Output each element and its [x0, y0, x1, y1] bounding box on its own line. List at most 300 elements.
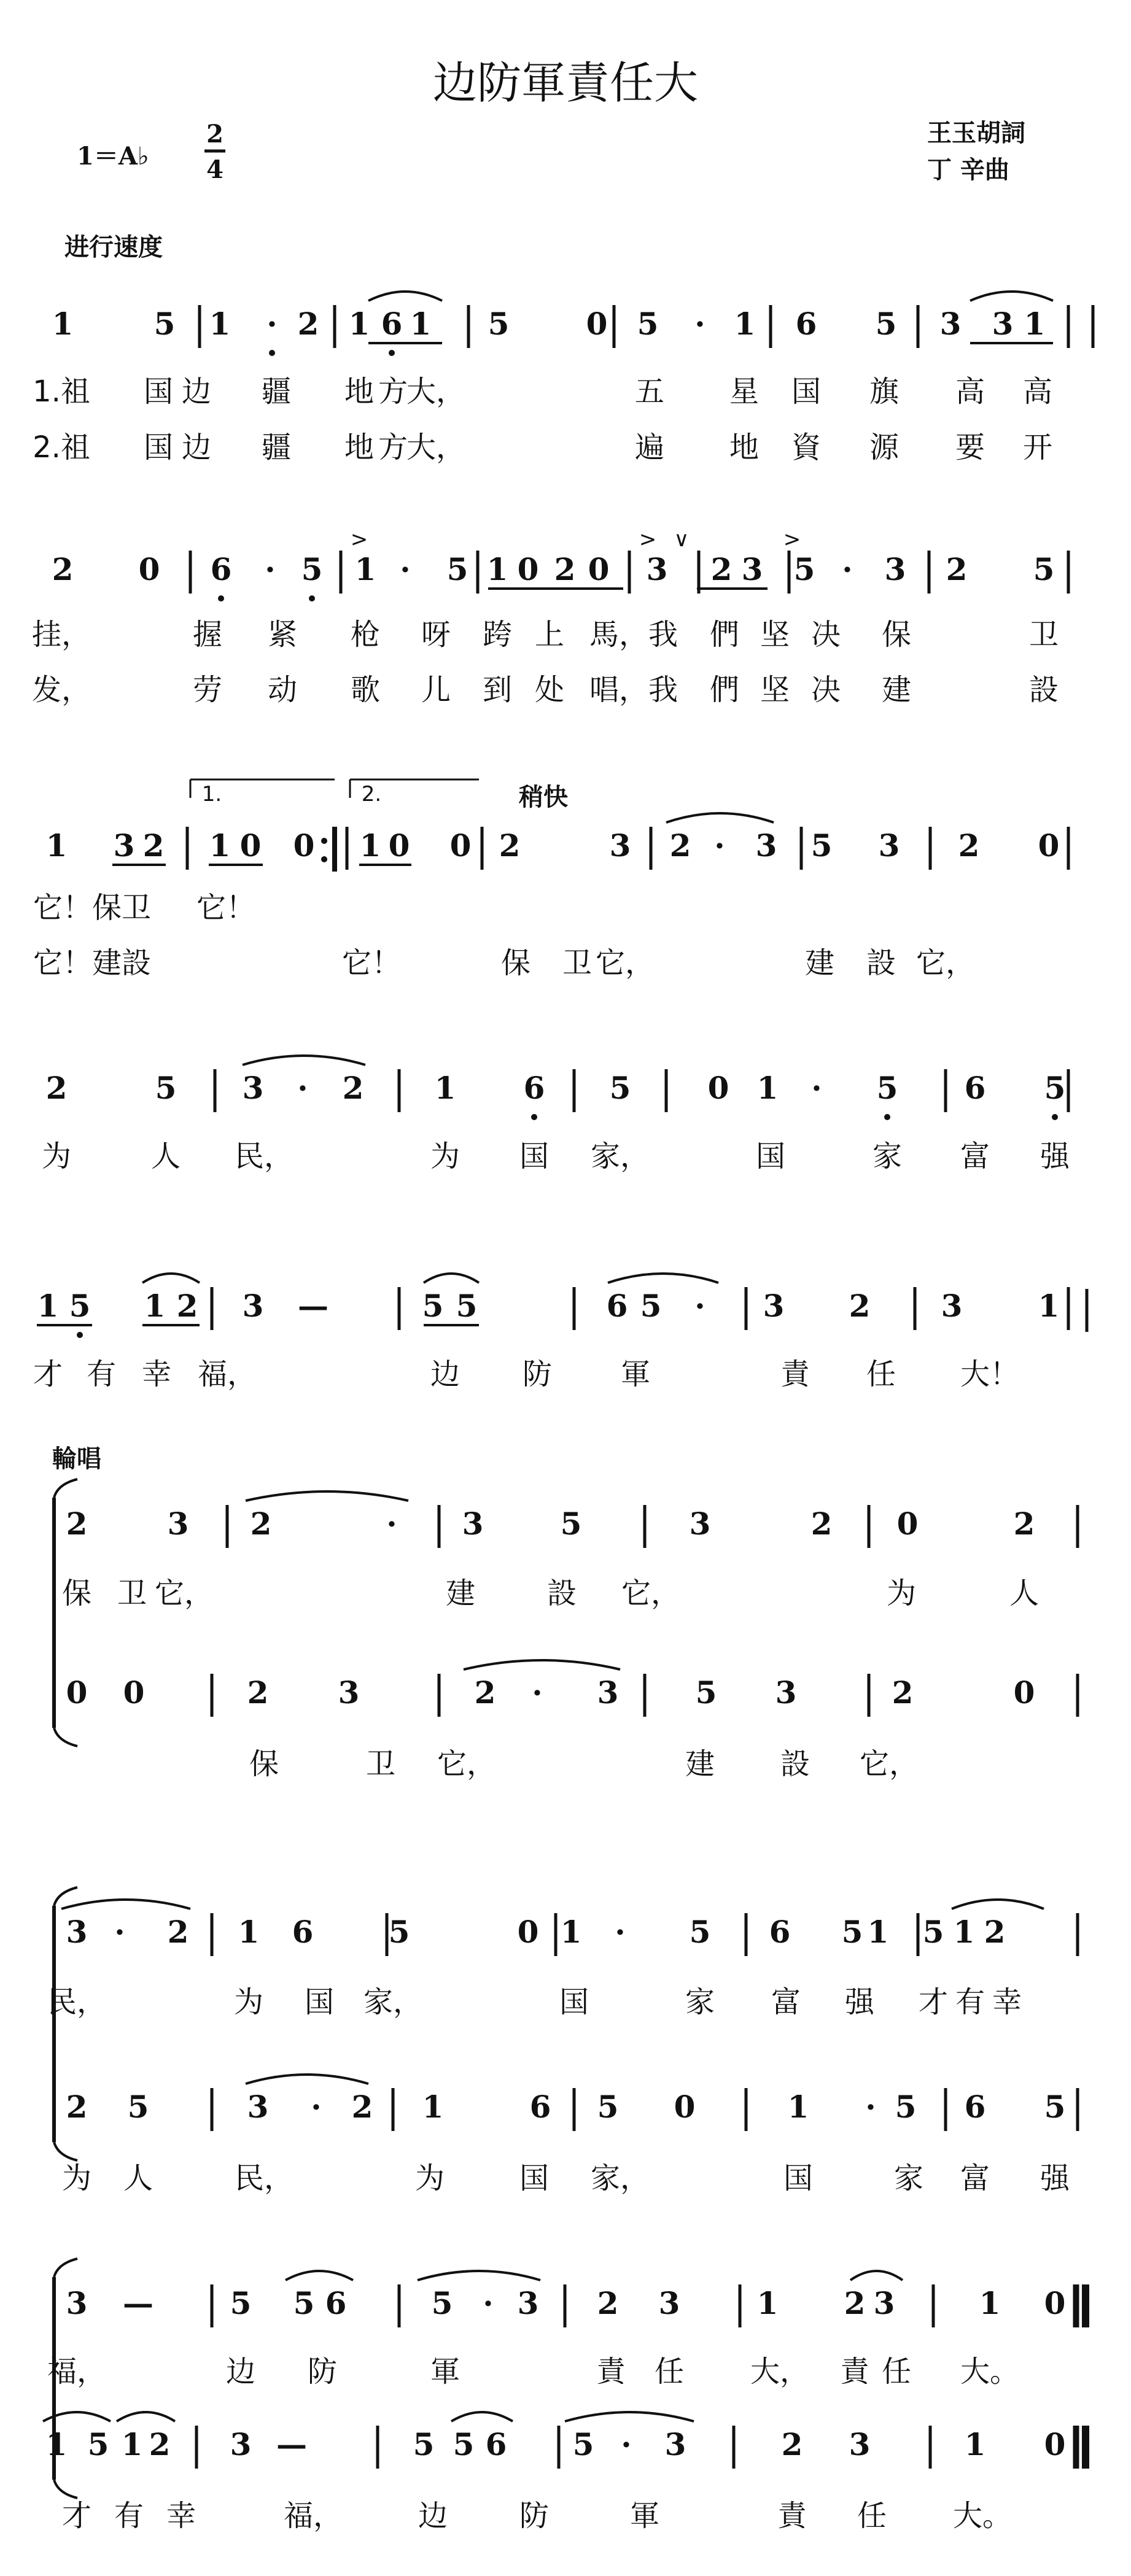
lyric-word: 軍 — [430, 2354, 461, 2389]
note: 1 — [359, 827, 381, 864]
note: 3 — [884, 551, 906, 587]
slur — [850, 2271, 903, 2280]
lyric-word: 們 — [709, 673, 740, 707]
note: 1 — [486, 551, 508, 587]
dot-extension: · — [615, 1914, 626, 1950]
note: 5 — [446, 551, 468, 587]
note: 1 — [560, 1914, 582, 1950]
slur — [424, 1274, 479, 1283]
lyric-word: 防 — [519, 2499, 550, 2533]
slur — [666, 813, 774, 822]
notes-line — [52, 551, 1055, 587]
lyric-word: 軍 — [620, 1357, 651, 1391]
lyric-word: 才 — [918, 1985, 949, 2019]
notes-line — [37, 1288, 1060, 1324]
note: 2 — [810, 1506, 833, 1542]
tempo-change-marking: 稍快 — [519, 783, 568, 811]
note: 2 — [499, 827, 521, 864]
note: 3 — [609, 827, 631, 864]
dot-extension: · — [532, 1674, 543, 1711]
lyric-word: 国 — [143, 430, 174, 465]
note: 1 — [45, 827, 68, 864]
lyric-word: 任 — [654, 2354, 685, 2389]
note: 5 — [1044, 1070, 1066, 1106]
lyric-word: 建 — [881, 673, 912, 707]
note: 5 — [793, 551, 815, 587]
note: 2 — [66, 2089, 88, 2125]
note: 5 — [293, 2285, 315, 2321]
note: 3 — [992, 306, 1014, 342]
note: 5 — [456, 1288, 478, 1324]
lyric-word: 設 — [780, 1747, 810, 1781]
round-part-2 — [62, 2075, 1078, 2195]
accent-mark: > — [783, 527, 801, 552]
note: 3 — [242, 1070, 264, 1106]
lyric-word: 边 — [181, 374, 212, 409]
note: 0 — [586, 306, 608, 342]
lyric-word: 家， — [590, 2161, 650, 2195]
lyric-word: 幸 — [992, 1985, 1022, 2019]
second-ending-label: 2. — [361, 782, 382, 806]
lyric-word: 为 — [414, 2161, 445, 2195]
lyrics-verse-2 — [33, 946, 975, 980]
round-system-3 — [43, 2259, 1086, 2533]
note: 1 — [121, 2426, 143, 2462]
octave-dot — [531, 1114, 537, 1120]
lyrics-verse-1 — [33, 374, 1052, 409]
note: 3 — [113, 827, 135, 864]
bracket-hook — [54, 2142, 77, 2160]
score-body — [32, 292, 1093, 2533]
lyricist-credit: 王玉胡詞 — [927, 119, 1025, 147]
dot-extension: · — [811, 1070, 822, 1106]
composer-credit: 丁 辛曲 — [927, 156, 1009, 184]
note: 2 — [176, 1288, 198, 1324]
lyric-word: 它， — [915, 946, 976, 980]
dot-extension: · — [266, 306, 278, 342]
lyric-word: 儿 — [421, 673, 451, 707]
dot-extension: · — [694, 306, 705, 342]
lyric-word: 上 — [534, 617, 565, 652]
lyric-word: 人 — [1009, 1576, 1040, 1611]
lyric-word: 握 — [192, 617, 223, 652]
note: 1 — [144, 1288, 166, 1324]
note: 2 — [781, 2426, 803, 2462]
note: 3 — [646, 551, 668, 587]
lyric-word: 福， — [283, 2499, 343, 2533]
note: 0 — [449, 827, 472, 864]
lyric-word: 責 — [777, 2499, 807, 2533]
octave-dot — [309, 595, 315, 601]
note: 3 — [873, 2285, 895, 2321]
dot-extension: · — [114, 1914, 125, 1950]
slur — [608, 1274, 718, 1283]
note: 2 — [946, 551, 968, 587]
note: 2 — [66, 1506, 88, 1542]
octave-dot — [218, 595, 224, 601]
octave-dot — [77, 1332, 83, 1338]
lyric-word: 任 — [857, 2499, 887, 2533]
octave-dot — [321, 856, 327, 862]
lyric-word: 坚 — [760, 673, 790, 707]
note: 5 — [488, 306, 510, 342]
lyric-word: 保 — [881, 617, 912, 652]
bracket-hook — [54, 2259, 77, 2277]
note: 0 — [896, 1506, 919, 1542]
lyric-word: 大， — [750, 2354, 810, 2389]
lyric-word: 国 — [559, 1985, 589, 2019]
lyric-word: 决 — [810, 617, 841, 652]
note: 3 — [658, 2285, 680, 2321]
music-system-5 — [33, 1274, 1068, 1391]
lyric-word: 民， — [47, 1985, 107, 2019]
dot-extension: · — [865, 2089, 876, 2125]
round-part-2 — [43, 2412, 1078, 2533]
note: 5 — [230, 2285, 252, 2321]
lyric-word: 边 — [181, 430, 212, 465]
lyric-word: 家 — [872, 1139, 903, 1174]
round-part-1 — [47, 1900, 1078, 2019]
lyric-word: 卫 — [365, 1747, 396, 1781]
note: 2 — [167, 1914, 189, 1950]
lyric-word: 福， — [47, 2354, 107, 2389]
note: 5 — [453, 2426, 475, 2462]
lyric-word: 发， — [31, 673, 91, 707]
note: 1 — [348, 306, 370, 342]
lyric-word: 为 — [41, 1139, 72, 1174]
slur — [952, 1900, 1044, 1909]
note: 5 — [1044, 2089, 1066, 2125]
note: 2 — [342, 1070, 364, 1106]
lyric-word: 人 — [123, 2161, 154, 2195]
note: 3 — [689, 1506, 711, 1542]
lyric-word: 为 — [61, 2161, 92, 2195]
note: 1 — [979, 2285, 1001, 2321]
octave-dot — [389, 350, 395, 356]
lyric-word: 有 — [955, 1985, 985, 2019]
note: 3 — [242, 1288, 264, 1324]
lyric-word: 資 — [791, 430, 822, 465]
lyric-word: 它， — [437, 1747, 497, 1781]
note: 2 — [710, 551, 733, 587]
note: 6 — [964, 2089, 986, 2125]
lyric-word: 它！保卫 — [33, 891, 152, 925]
round-part-1 — [62, 1491, 1078, 1611]
note: 3 — [664, 2426, 686, 2462]
note: 5 — [155, 1070, 177, 1106]
dot-extension: · — [621, 2426, 632, 2462]
lyric-word: 紧 — [267, 617, 298, 652]
lyric-word: 卫 — [1028, 617, 1059, 652]
lyric-word: 边 — [418, 2499, 448, 2533]
lyric-word: 任 — [881, 2354, 912, 2389]
lyric-word: 歌 — [350, 673, 381, 707]
note: 5 — [422, 1288, 444, 1324]
round-system-1 — [54, 1479, 1078, 1781]
lyric-word: 責 — [780, 1357, 810, 1391]
lyric-word: 防 — [307, 2354, 338, 2389]
note: 6 — [210, 551, 232, 587]
lyric-word: 它， — [859, 1747, 919, 1781]
slur — [418, 2271, 540, 2280]
sheet-header — [64, 57, 1025, 261]
lyric-word: 开 — [1022, 430, 1053, 465]
lyric-word: 它， — [621, 1576, 681, 1611]
lyric-word: 要 — [955, 430, 985, 465]
note: 2 — [844, 2285, 866, 2321]
note: 0 — [66, 1674, 88, 1711]
note: 2 — [669, 827, 691, 864]
lyric-word: 国 — [304, 1985, 335, 2019]
note: 3 — [462, 1506, 484, 1542]
slur — [246, 1491, 408, 1501]
note: 0 — [517, 551, 539, 587]
lyric-word: 2.祖 — [33, 430, 90, 465]
slur — [565, 2412, 694, 2421]
lyric-word: 决 — [810, 673, 841, 707]
note: 2 — [1013, 1506, 1035, 1542]
lyric-word: 坚 — [760, 617, 790, 652]
lyric-word: 边 — [225, 2354, 256, 2389]
lyric-word: 劳 — [192, 673, 223, 707]
note: 1 — [209, 827, 231, 864]
note: 2 — [250, 1506, 272, 1542]
note: 6 — [325, 2285, 347, 2321]
lyric-word: 地 — [344, 430, 375, 465]
lyric-word: 家 — [893, 2161, 924, 2195]
octave-dot — [1052, 1114, 1058, 1120]
note: 5 — [1033, 551, 1055, 587]
slur — [368, 292, 442, 301]
lyric-word: 設 — [866, 946, 896, 980]
note: 1 — [756, 1070, 779, 1106]
lyric-word: 幸 — [141, 1357, 172, 1391]
dash-extension: — — [298, 1288, 328, 1324]
dot-extension: · — [386, 1506, 397, 1542]
lyric-word: 疆 — [261, 430, 292, 465]
lyric-word: 馬， — [589, 617, 649, 652]
note: 3 — [755, 827, 777, 864]
lyric-word: 建 — [685, 1747, 715, 1781]
lyrics-verse-1 — [33, 891, 255, 925]
note: 2 — [597, 2285, 619, 2321]
lyric-word: 星 — [729, 374, 760, 409]
repeat-and-ending-marks — [52, 527, 1087, 1473]
lyric-word: 方 — [378, 430, 408, 465]
lyric-word: 才 — [33, 1357, 63, 1391]
bracket-hook — [54, 1479, 77, 1498]
note: 5 — [127, 2089, 149, 2125]
lyric-word: 呀 — [421, 617, 451, 652]
dot-extension: · — [400, 551, 411, 587]
note: 6 — [529, 2089, 551, 2125]
note: 1 — [209, 306, 231, 342]
lyric-word: 富 — [960, 2161, 990, 2195]
lyric-word: 才 — [61, 2499, 92, 2533]
note: 1 — [756, 2285, 779, 2321]
lyric-word: 疆 — [261, 374, 292, 409]
dash-extension: — — [276, 2426, 307, 2462]
lyric-word: 設 — [546, 1576, 577, 1611]
note: 5 — [640, 1288, 662, 1324]
dot-extension: · — [311, 2089, 322, 2125]
slur — [286, 2271, 353, 2280]
note: 5 — [87, 2426, 109, 2462]
lyric-word: 家 — [685, 1985, 715, 2019]
dash-extension: — — [123, 2285, 154, 2321]
lyric-word: 为 — [233, 1985, 264, 2019]
song-title: 边防軍責任大 — [432, 57, 699, 109]
note: 5 — [922, 1914, 944, 1950]
lyric-word: 們 — [709, 617, 740, 652]
slur — [243, 1056, 365, 1065]
dot-extension: · — [265, 551, 276, 587]
note: 2 — [149, 2426, 171, 2462]
lyric-word: 軍 — [629, 2499, 660, 2533]
lyric-word: 責 — [596, 2354, 626, 2389]
note: 0 — [1044, 2285, 1066, 2321]
note: 2 — [958, 827, 980, 864]
note: 0 — [1044, 2426, 1066, 2462]
note: 5 — [69, 1288, 91, 1324]
lyric-word: 边 — [430, 1357, 461, 1391]
lyrics-verse-2 — [32, 673, 1059, 707]
note: 0 — [1038, 827, 1060, 864]
bracket-hook — [54, 1728, 77, 1746]
note: 1 — [434, 1070, 456, 1106]
note: 2 — [45, 1070, 68, 1106]
slur — [61, 1900, 190, 1909]
note: 5 — [895, 2089, 917, 2125]
note: 5 — [637, 306, 659, 342]
lyric-word: 国 — [143, 374, 174, 409]
lyric-word: 国 — [519, 2161, 550, 2195]
note: 5 — [597, 2089, 619, 2125]
note: 3 — [338, 1674, 360, 1711]
note: 1 — [787, 2089, 809, 2125]
lyric-word: 源 — [869, 430, 900, 465]
accent-mark: > — [350, 527, 368, 552]
lyric-word: 保 — [500, 946, 531, 980]
lyric-word: 它， — [154, 1576, 214, 1611]
lyric-word: 国 — [791, 374, 822, 409]
lyric-word: 大。 — [960, 2354, 1020, 2389]
slur — [451, 2412, 513, 2421]
note: 2 — [351, 2089, 373, 2125]
lyric-word: 强 — [1040, 1139, 1070, 1174]
lyric-word: 任 — [866, 1357, 896, 1391]
bracket-hook — [54, 2480, 77, 2498]
note: 1 — [867, 1914, 889, 1950]
lyric-word: 保 — [61, 1576, 92, 1611]
lyric-word: 大。 — [952, 2499, 1012, 2533]
note: 0 — [1013, 1674, 1035, 1711]
lyric-word: 国 — [783, 2161, 814, 2195]
round-label: 輪唱 — [52, 1445, 101, 1473]
note: 5 — [810, 827, 833, 864]
lyric-word: 卫 — [562, 946, 593, 980]
dot-extension: · — [842, 551, 853, 587]
note: 6 — [292, 1914, 314, 1950]
notes-line — [46, 1070, 1066, 1106]
lyric-word: 人 — [150, 1139, 181, 1174]
lyric-word: 1.祖 — [33, 374, 90, 409]
lyric-word: 遍 — [634, 430, 665, 465]
note: 3 — [878, 827, 900, 864]
note: 5 — [301, 551, 323, 587]
note: 3 — [66, 2285, 88, 2321]
note: 5 — [388, 1914, 410, 1950]
lyrics-verse-1 — [33, 1357, 1019, 1391]
lyric-word: 它， — [595, 946, 655, 980]
note: 2 — [247, 1674, 269, 1711]
octave-dot — [884, 1114, 890, 1120]
note: 3 — [597, 1674, 619, 1711]
note: 1 — [422, 2089, 444, 2125]
lyric-word: 它！ — [196, 891, 256, 925]
round-system-2 — [47, 1887, 1078, 2195]
lyrics-verse-1 — [32, 617, 1059, 652]
slur — [117, 2412, 175, 2421]
lyric-word: 責 — [839, 2354, 870, 2389]
note: 6 — [381, 306, 403, 342]
dot-extension: · — [714, 827, 725, 864]
note: 1 — [1038, 1288, 1060, 1324]
note: 3 — [167, 1506, 189, 1542]
lyric-word: 强 — [1040, 2161, 1070, 2195]
note: 1 — [953, 1914, 975, 1950]
note: 6 — [606, 1288, 628, 1324]
lyric-word: 富 — [771, 1985, 801, 2019]
note: 2 — [142, 827, 165, 864]
lyric-word: 动 — [267, 673, 298, 707]
lyrics-verse-2 — [33, 430, 1052, 465]
lyric-word: 設 — [1028, 673, 1059, 707]
note: 6 — [795, 306, 817, 342]
note: 1 — [354, 551, 376, 587]
lyric-word: 有 — [114, 2499, 144, 2533]
note: 3 — [230, 2426, 252, 2462]
lyric-word: 它！建設 — [33, 946, 152, 980]
note: 1 — [1024, 306, 1046, 342]
music-system-2 — [32, 551, 1068, 707]
time-signature-top: 2 — [206, 120, 223, 149]
lyric-word: 民， — [234, 1139, 294, 1174]
lyric-word: 处 — [534, 673, 565, 707]
note: 5 — [841, 1914, 863, 1950]
dot-extension: · — [694, 1288, 705, 1324]
note: 6 — [964, 1070, 986, 1106]
lyric-word: 挂， — [31, 617, 91, 652]
note: 1 — [238, 1914, 260, 1950]
note: 2 — [52, 551, 74, 587]
lyric-word: 大， — [406, 430, 466, 465]
lyric-word: 为 — [430, 1139, 461, 1174]
lyric-word: 为 — [886, 1576, 917, 1611]
slur — [970, 292, 1053, 301]
breath-mark: ∨ — [674, 527, 690, 552]
lyric-word: 唱， — [589, 673, 649, 707]
dot-extension: · — [297, 1070, 308, 1106]
note: 5 — [695, 1674, 717, 1711]
note: 0 — [239, 827, 262, 864]
note: 3 — [775, 1674, 797, 1711]
lyric-word: 高 — [1022, 374, 1053, 409]
bracket-hook — [54, 1887, 77, 1906]
lyric-word: 建 — [804, 946, 835, 980]
note: 3 — [247, 2089, 269, 2125]
note: 0 — [674, 2089, 696, 2125]
